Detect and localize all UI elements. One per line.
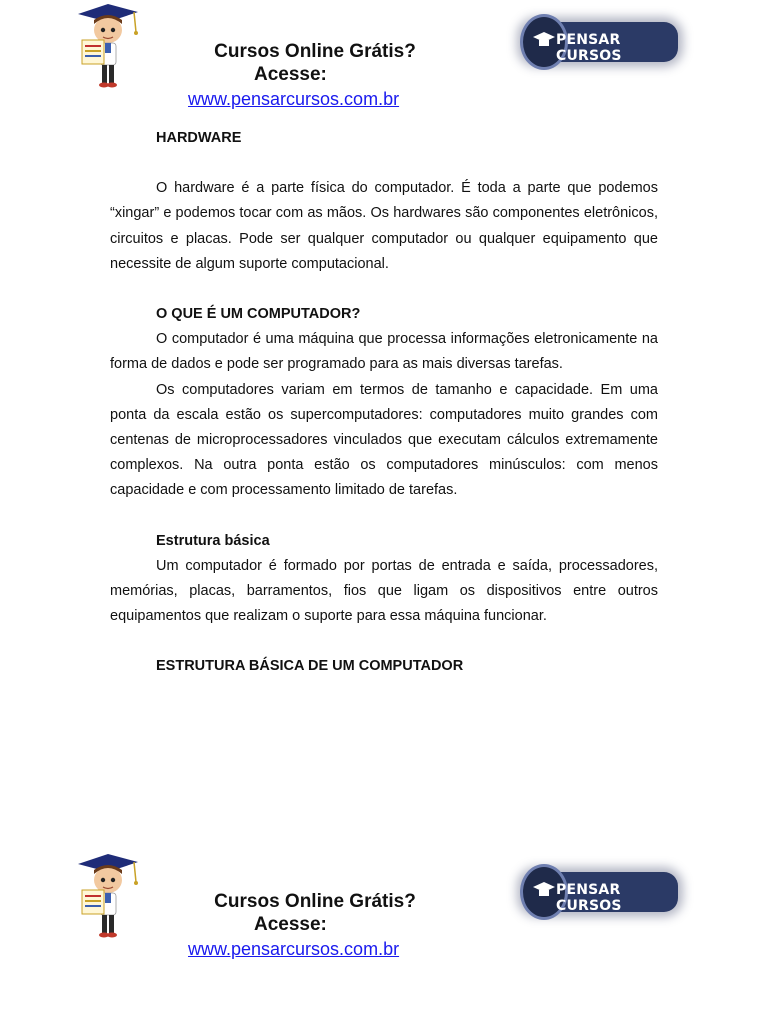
footer-banner	[0, 850, 768, 959]
promo-block	[150, 890, 480, 961]
graduate-mascot-icon	[72, 850, 144, 942]
section-heading-estrutura-computador: ESTRUTURA BÁSICA DE UM COMPUTADOR	[156, 658, 464, 675]
estrutura-paragraph: Um computador é formado por portas de entrada e saída, processadores, memórias, placas, barramentos, fios que ligam os dispositivos entre outros equipamentos que realizam o suporte para essa máquina funcionar.	[110, 557, 658, 625]
promo-headline: Cursos Online Grátis?	[214, 41, 416, 62]
promo-block	[150, 40, 480, 111]
computador-paragraph-2: Os computadores variam em termos de tamanho e capacidade. Em uma ponta da escala estão os supercomputadores: computadores muito grandes com centenas de microprocessadores vinculados que executam cálculos extremamente complexos. Na outra ponta estão os computadores minúsculos: com menos capacidade e com processamento limitado de tarefas.	[110, 381, 658, 499]
pensar-cursos-logo	[514, 860, 680, 924]
graduation-cap-icon	[532, 30, 556, 50]
promo-headline: Cursos Online Grátis?	[214, 891, 416, 912]
promo-link[interactable]: www.pensarcursos.com.br	[188, 939, 400, 959]
header-banner	[0, 0, 768, 109]
intro-paragraph: O hardware é a parte física do computador. É toda a parte que podemos “xingar” e podemos tocar com as mãos. Os hardwares são componentes eletrônicos, circuitos e placas. Pode ser qualquer computador ou qualquer equipamento que necessite de algum suporte computacional.	[110, 180, 658, 272]
promo-link[interactable]: www.pensarcursos.com.br	[188, 89, 400, 109]
graduate-mascot-icon	[72, 0, 144, 92]
section-heading-computador: O QUE É UM COMPUTADOR?	[156, 306, 361, 323]
section-heading-estrutura: Estrutura básica	[156, 532, 270, 549]
document-body	[110, 126, 658, 680]
document-title: HARDWARE	[156, 130, 242, 146]
promo-cta: Acesse:	[254, 64, 327, 85]
promo-cta: Acesse:	[254, 914, 327, 935]
logo-text: PENSAR CURSOS	[556, 32, 622, 64]
graduation-cap-icon	[532, 880, 556, 900]
logo-text: PENSAR CURSOS	[556, 882, 622, 914]
pensar-cursos-logo	[514, 10, 680, 74]
computador-paragraph-1: O computador é uma máquina que processa informações eletronicamente na forma de dados e pode ser programado para as mais diversas tarefas.	[110, 331, 658, 373]
